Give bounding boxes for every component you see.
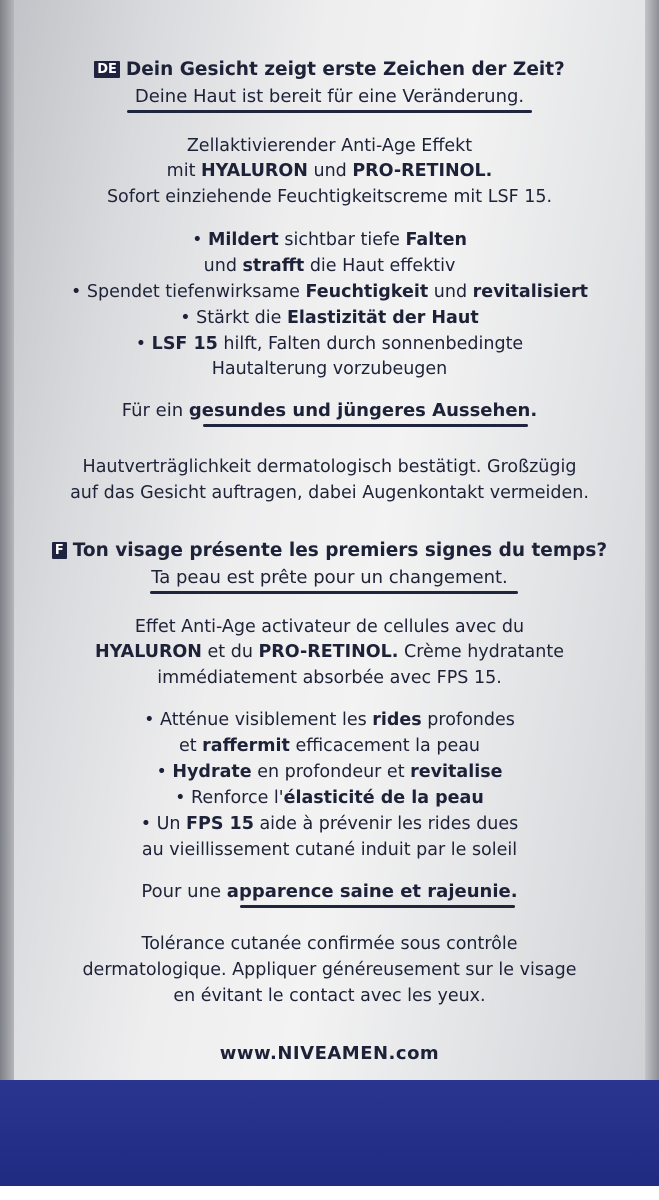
de-note-line-2: auf das Gesicht auftragen, dabei Augenkontakt vermeiden.: [70, 483, 589, 503]
de-intro-line-3: Sofort einziehende Feuchtigkeitscreme mit LSF 15.: [106, 187, 553, 207]
fr-language-badge: F: [52, 542, 67, 559]
de-subheading-underline: [127, 110, 532, 113]
de-bullet-2: • Spendet tiefenwirksame Feuchtigkeit und revitalisiert: [71, 282, 588, 302]
fr-bullet-1-cont: et raffermit efficacement la peau: [178, 736, 481, 756]
fr-heading-text: Ton visage présente les premiers signes du temps?: [72, 540, 608, 561]
fr-heading: [0, 539, 659, 563]
de-bullet-1-cont: und strafft die Haut effektiv: [203, 256, 456, 276]
fr-claim: Pour une apparence saine et rajeunie.: [141, 881, 518, 902]
fr-intro-line-2: HYALURON et du PRO-RETINOL. Crème hydratante: [95, 642, 564, 662]
de-bullet-3: • Stärkt die Elastizität der Haut: [180, 308, 479, 328]
de-language-badge: DE: [94, 61, 120, 78]
de-bullet-4: • LSF 15 hilft, Falten durch sonnenbedingte: [135, 334, 524, 354]
fr-bullet-4-cont: au vieillissement cutané induit par le soleil: [141, 840, 518, 860]
de-claim-underline: [203, 424, 528, 427]
fr-note-line-2: dermatologique. Appliquer généreusement sur le visage: [82, 960, 577, 980]
de-heading-text: Dein Gesicht zeigt erste Zeichen der Zeit?: [125, 59, 565, 80]
fr-note-line-3: en évitant le contact avec les yeux.: [173, 986, 486, 1006]
fr-note-line-1: Tolérance cutanée confirmée sous contrôle: [141, 934, 518, 954]
fr-bullet-4: • Un FPS 15 aide à prévenir les rides dues: [140, 814, 519, 834]
de-heading: [0, 58, 659, 82]
de-subheading: Deine Haut ist bereit für eine Veränderung.: [134, 86, 525, 107]
fr-claim-underline: [240, 905, 515, 908]
fr-bullet-2: • Hydrate en profondeur et revitalise: [156, 762, 503, 782]
blue-footer-band: [0, 1080, 659, 1200]
fr-subheading-underline: [150, 591, 518, 594]
de-claim: Für ein gesundes und jüngeres Aussehen.: [121, 400, 538, 421]
website-url: www.NIVEAMEN.com: [219, 1043, 440, 1064]
fr-bullet-1: • Atténue visiblement les rides profondes: [144, 710, 515, 730]
de-bullet-1: • Mildert sichtbar tiefe Falten: [192, 230, 467, 250]
de-note-line-1: Hautverträglichkeit dermatologisch bestätigt. Großzügig: [82, 457, 577, 477]
fr-intro-line-1: Effet Anti-Age activateur de cellules avec du: [134, 617, 525, 637]
de-intro-line-2: mit HYALURON und PRO-RETINOL.: [166, 161, 493, 181]
de-bullet-4-cont: Hautalterung vorzubeugen: [211, 359, 448, 379]
fr-bullet-3: • Renforce l'élasticité de la peau: [175, 788, 484, 808]
de-intro-line-1: Zellaktivierender Anti-Age Effekt: [186, 136, 473, 156]
fr-subheading: Ta peau est prête pour un changement.: [151, 567, 508, 588]
fr-intro-line-3: immédiatement absorbée avec FPS 15.: [157, 668, 502, 688]
